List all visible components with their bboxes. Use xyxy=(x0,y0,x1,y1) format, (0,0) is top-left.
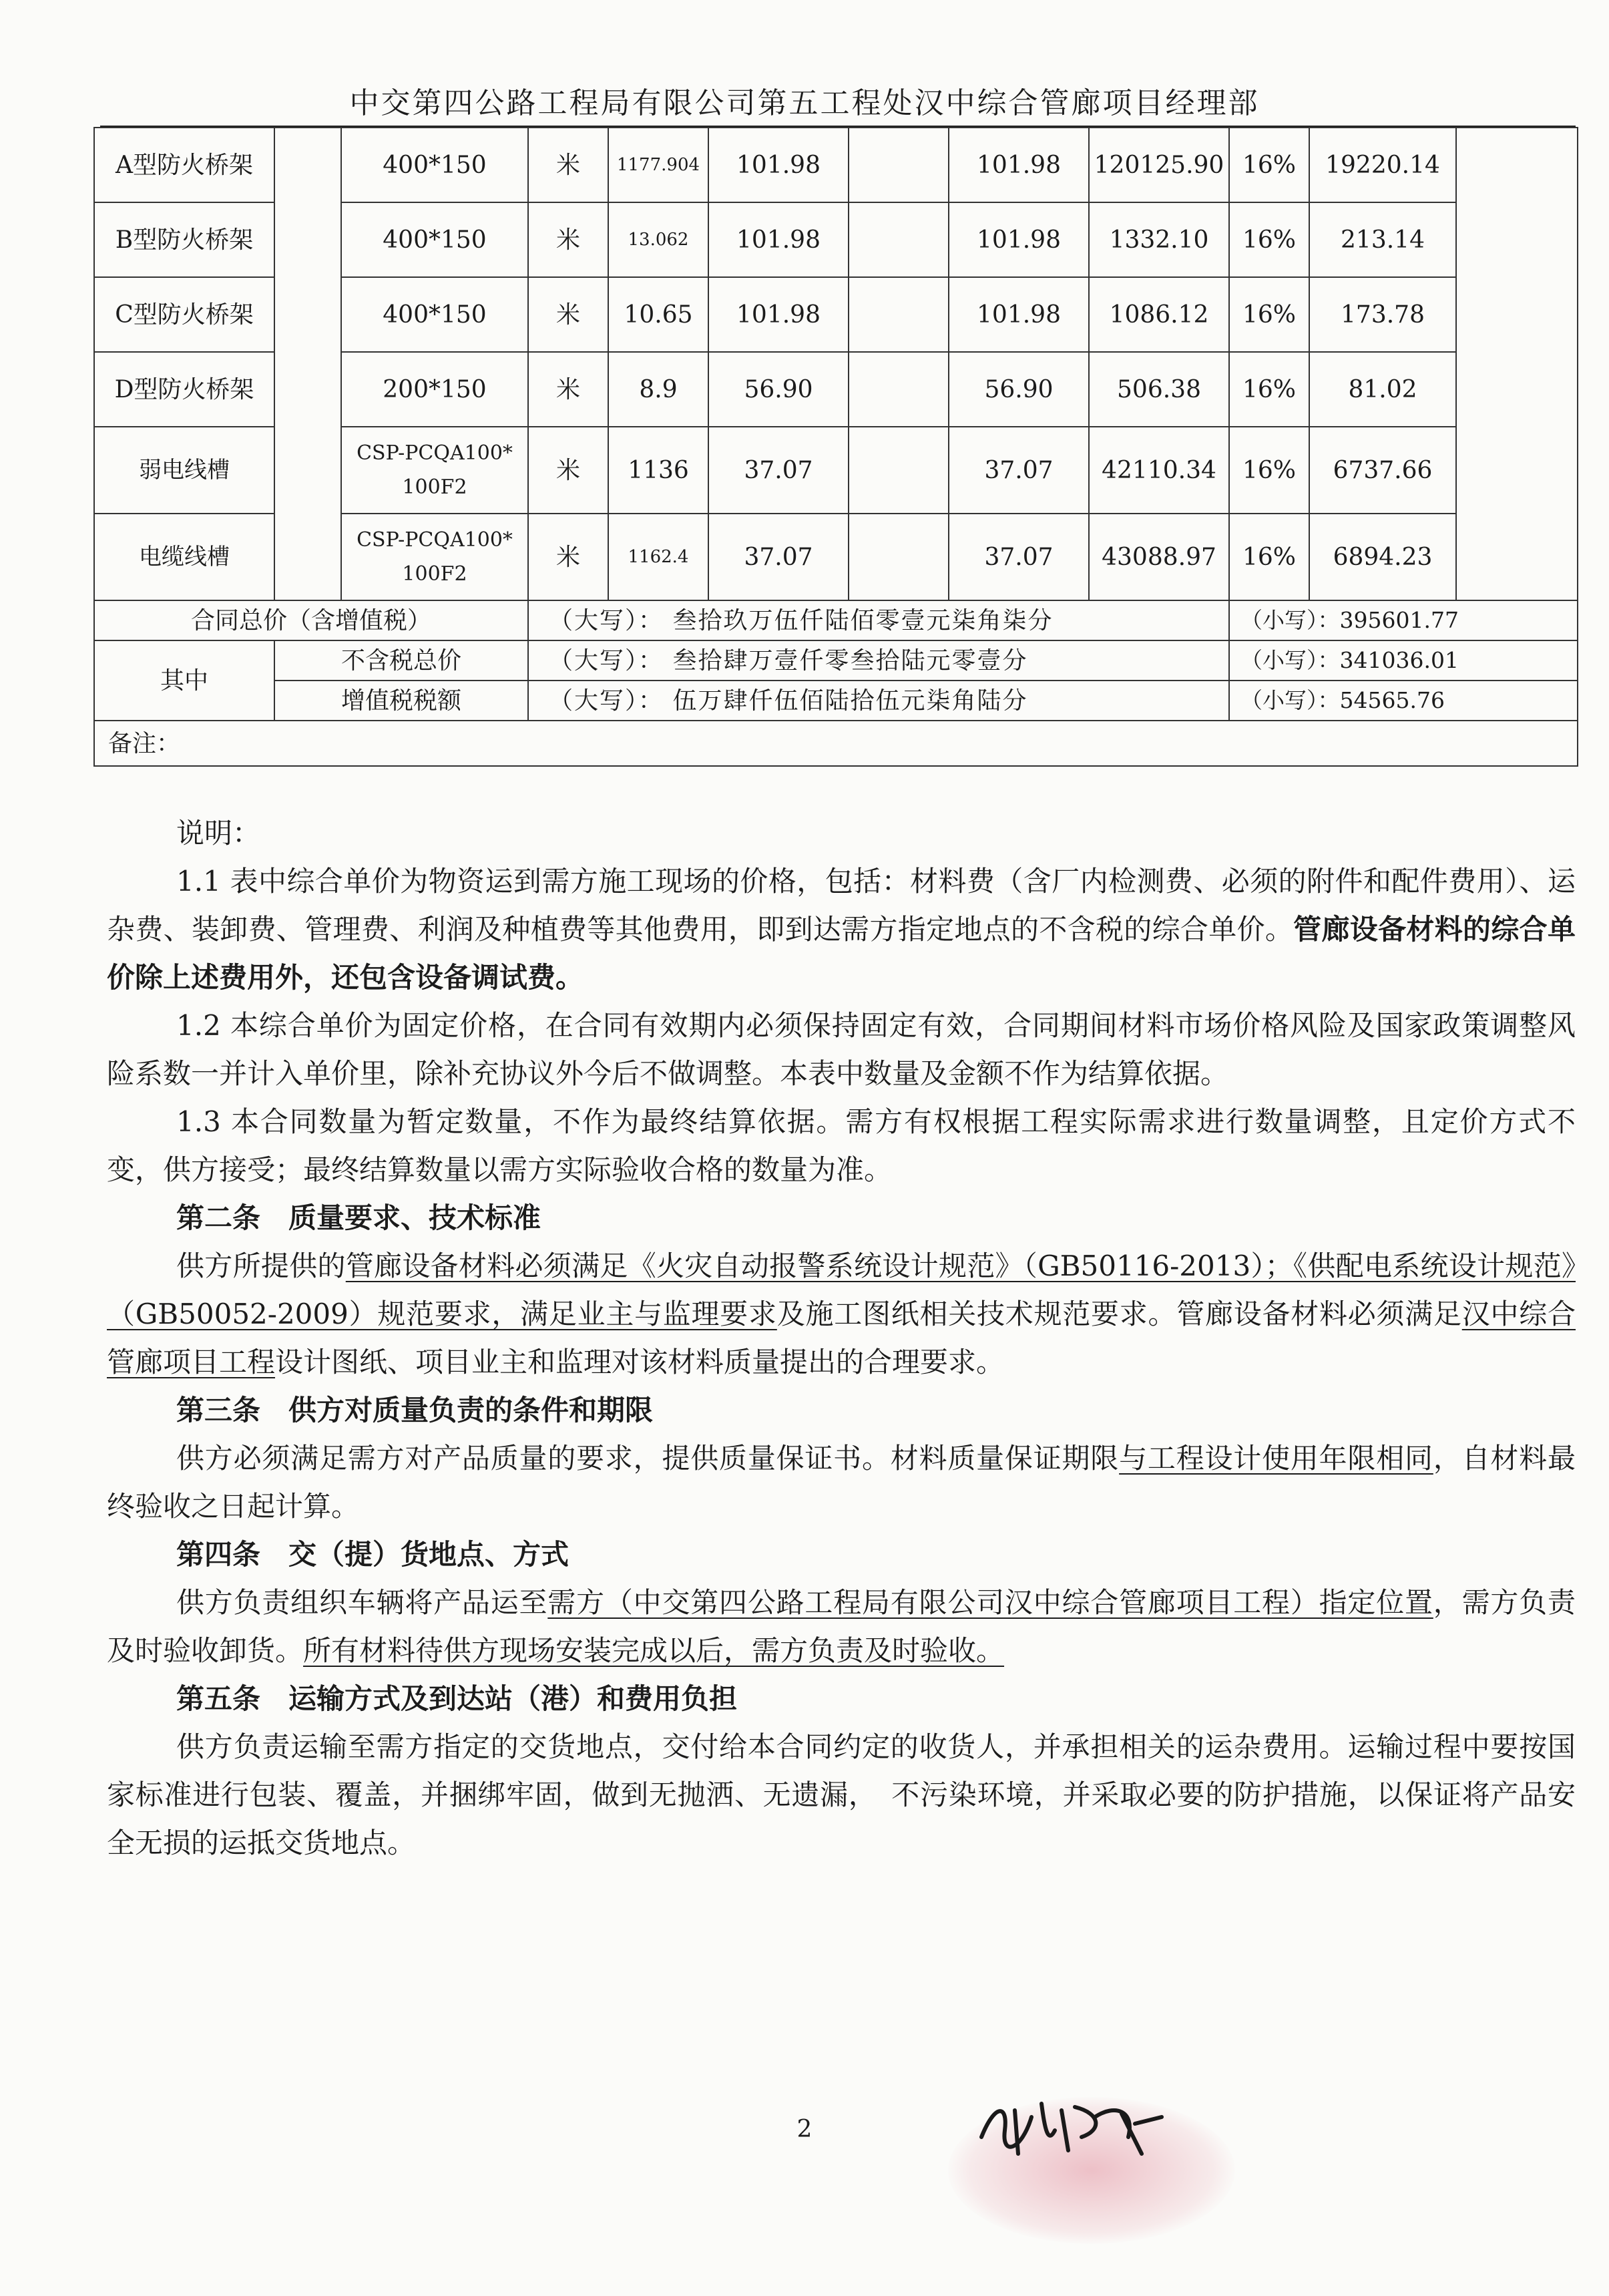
item-spec: 400*150 xyxy=(341,128,528,202)
item-tax: 213.14 xyxy=(1309,202,1456,277)
item-qty: 1162.4 xyxy=(608,514,708,600)
item-tax: 6737.66 xyxy=(1309,427,1456,514)
blank-cell xyxy=(849,277,949,352)
item-price: 101.98 xyxy=(708,202,849,277)
item-price: 101.98 xyxy=(708,128,849,202)
item-name: C型防火桥架 xyxy=(94,277,274,352)
text-span: 供方负责组织车辆将产品运至 xyxy=(176,1586,548,1619)
vat-row xyxy=(94,681,1578,721)
note-title: 说明： xyxy=(176,817,261,849)
table-row xyxy=(94,128,1578,202)
item-unit: 米 xyxy=(528,202,608,277)
item-name: 电缆线槽 xyxy=(94,514,274,600)
remark-label: 备注： xyxy=(94,721,1578,766)
item-price: 56.90 xyxy=(708,352,849,427)
text-span: 及施工图纸相关技术规范要求。管廊设备材料必须满足 xyxy=(776,1298,1462,1330)
blank-cell xyxy=(849,427,949,514)
article-title: 第五条 运输方式及到达站（港）和费用负担 xyxy=(176,1682,738,1715)
document-header: 中交第四公路工程局有限公司第五工程处汉中综合管廊项目经理部 xyxy=(349,86,1260,120)
item-amount: 42110.34 xyxy=(1089,427,1229,514)
item-spec xyxy=(341,427,528,514)
item-unit: 米 xyxy=(528,128,608,202)
item-unit: 米 xyxy=(528,427,608,514)
underlined-text: 需方（中交第四公路工程局有限公司汉中综合管廊项目工程）指定位置 xyxy=(547,1586,1433,1619)
note-text: 1.1 表中综合单价为物资运到需方施工现场的价格，包括：材料费（含厂内检测费、必须的附件和配件费用）、运杂费、装卸费、管理费、利润及种植费等其他费用，即到达需方指定地点的不含税的综合单价。 xyxy=(107,865,1576,946)
note-paragraph xyxy=(107,857,1576,1002)
price-table xyxy=(93,127,1578,767)
item-name: A型防火桥架 xyxy=(94,128,274,202)
item-tax: 6894.23 xyxy=(1309,514,1456,600)
text-span: ，自材料最终验收之日起计算。 xyxy=(107,1442,1576,1523)
among-label: 其中 xyxy=(94,640,274,721)
remark-row xyxy=(94,721,1578,766)
item-qty: 8.9 xyxy=(608,352,708,427)
pretax-lower: （小写）：341036.01 xyxy=(1229,640,1578,681)
contract-body xyxy=(107,809,1576,1867)
spec-line: 100F2 xyxy=(402,475,467,499)
blank-cell xyxy=(274,128,341,600)
vat-upper: （大写）： 伍万肆仟伍佰陆拾伍元柒角陆分 xyxy=(528,681,1229,721)
item-price: 37.07 xyxy=(708,514,849,600)
article-title: 第四条 交（提）货地点、方式 xyxy=(176,1538,569,1571)
item-name: 弱电线槽 xyxy=(94,427,274,514)
item-amount: 43088.97 xyxy=(1089,514,1229,600)
item-price-2: 37.07 xyxy=(949,427,1089,514)
item-unit: 米 xyxy=(528,352,608,427)
article-paragraph xyxy=(107,1434,1576,1531)
item-qty: 13.062 xyxy=(608,202,708,277)
underlined-text: 与工程设计使用年限相同 xyxy=(1119,1442,1433,1475)
item-tax: 173.78 xyxy=(1309,277,1456,352)
underlined-text: 所有材料待供方现场安装完成以后，需方负责及时验收。 xyxy=(303,1634,1005,1667)
item-rate: 16% xyxy=(1229,514,1309,600)
item-rate: 16% xyxy=(1229,202,1309,277)
vat-label: 增值税税额 xyxy=(274,681,528,721)
total-label: 合同总价（含增值税） xyxy=(94,600,528,640)
item-price-2: 101.98 xyxy=(949,128,1089,202)
note-paragraph: 1.3 本合同数量为暂定数量，不作为最终结算依据。需方有权根据工程实际需求进行数量调整，且定价方式不变，供方接受；最终结算数量以需方实际验收合格的数量为准。 xyxy=(107,1105,1576,1186)
item-tax: 81.02 xyxy=(1309,352,1456,427)
spec-line: CSP-PCQA100* xyxy=(357,441,513,465)
article-title: 第三条 供方对质量负责的条件和期限 xyxy=(176,1394,654,1426)
vat-lower: （小写）：54565.76 xyxy=(1229,681,1578,721)
item-spec xyxy=(341,514,528,600)
item-price: 37.07 xyxy=(708,427,849,514)
blank-cell xyxy=(849,352,949,427)
article-paragraph xyxy=(107,1242,1576,1386)
item-amount: 1332.10 xyxy=(1089,202,1229,277)
item-qty: 1136 xyxy=(608,427,708,514)
blank-cell xyxy=(849,128,949,202)
item-rate: 16% xyxy=(1229,427,1309,514)
total-upper: （大写）： 叁拾玖万伍仟陆佰零壹元柒角柒分 xyxy=(528,600,1229,640)
item-price: 101.98 xyxy=(708,277,849,352)
blank-cell xyxy=(849,202,949,277)
underlined-text: 管廊设备材料必须满足《火灾自动报警系统设计规范》（GB50116-2013）；《供配电系统设计规范》（GB50052-2009）规范要求，满足业主与监理要求 xyxy=(107,1250,1576,1330)
pretax-row xyxy=(94,640,1578,681)
article-title: 第二条 质量要求、技术标准 xyxy=(176,1201,541,1234)
spec-line: CSP-PCQA100* xyxy=(357,528,513,552)
item-name: B型防火桥架 xyxy=(94,202,274,277)
blank-cell xyxy=(1456,128,1578,600)
total-row xyxy=(94,600,1578,640)
item-qty: 1177.904 xyxy=(608,128,708,202)
item-qty: 10.65 xyxy=(608,277,708,352)
item-spec: 400*150 xyxy=(341,202,528,277)
item-unit: 米 xyxy=(528,514,608,600)
text-span: 设计图纸、项目业主和监理对该材料质量提出的合理要求。 xyxy=(275,1346,1005,1378)
item-spec: 200*150 xyxy=(341,352,528,427)
text-span: ，需方负责及时验收卸货。 xyxy=(107,1586,1576,1667)
pretax-upper: （大写）： 叁拾肆万壹仟零叁拾陆元零壹分 xyxy=(528,640,1229,681)
note-bold-text: 管廊设备材料的综合单价除上述费用外，还包含设备调试费。 xyxy=(107,913,1576,994)
item-spec: 400*150 xyxy=(341,277,528,352)
item-amount: 506.38 xyxy=(1089,352,1229,427)
item-price-2: 37.07 xyxy=(949,514,1089,600)
item-tax: 19220.14 xyxy=(1309,128,1456,202)
item-rate: 16% xyxy=(1229,128,1309,202)
spec-line: 100F2 xyxy=(402,562,467,586)
item-amount: 120125.90 xyxy=(1089,128,1229,202)
item-unit: 米 xyxy=(528,277,608,352)
article-paragraph xyxy=(107,1579,1576,1675)
item-rate: 16% xyxy=(1229,277,1309,352)
text-span: 供方必须满足需方对产品质量的要求，提供质量保证书。材料质量保证期限 xyxy=(176,1442,1120,1475)
item-price-2: 101.98 xyxy=(949,277,1089,352)
article-paragraph: 供方负责运输至需方指定的交货地点，交付给本合同约定的收货人，并承担相关的运杂费用。运输过程中要按国家标准进行包装、覆盖，并捆绑牢固，做到无抛洒、无遗漏， 不污染环境，并采取必要的防护措施，以保证将产品安全无损的运抵交货地点。 xyxy=(107,1730,1576,1859)
note-paragraph: 1.2 本综合单价为固定价格，在合同有效期内必须保持固定有效，合同期间材料市场价格风险及国家政策调整风险系数一并计入单价里，除补充协议外今后不做调整。本表中数量及金额不作为结算依据。 xyxy=(107,1009,1576,1090)
item-price-2: 56.90 xyxy=(949,352,1089,427)
blank-cell xyxy=(849,514,949,600)
underlined-text: 汉中综合管廊项目工程 xyxy=(107,1298,1576,1378)
item-amount: 1086.12 xyxy=(1089,277,1229,352)
total-lower: （小写）：395601.77 xyxy=(1229,600,1578,640)
item-price-2: 101.98 xyxy=(949,202,1089,277)
pretax-label: 不含税总价 xyxy=(274,640,528,681)
page-number: 2 xyxy=(796,2116,813,2143)
item-rate: 16% xyxy=(1229,352,1309,427)
item-name: D型防火桥架 xyxy=(94,352,274,427)
text-span: 供方所提供的 xyxy=(176,1250,346,1282)
